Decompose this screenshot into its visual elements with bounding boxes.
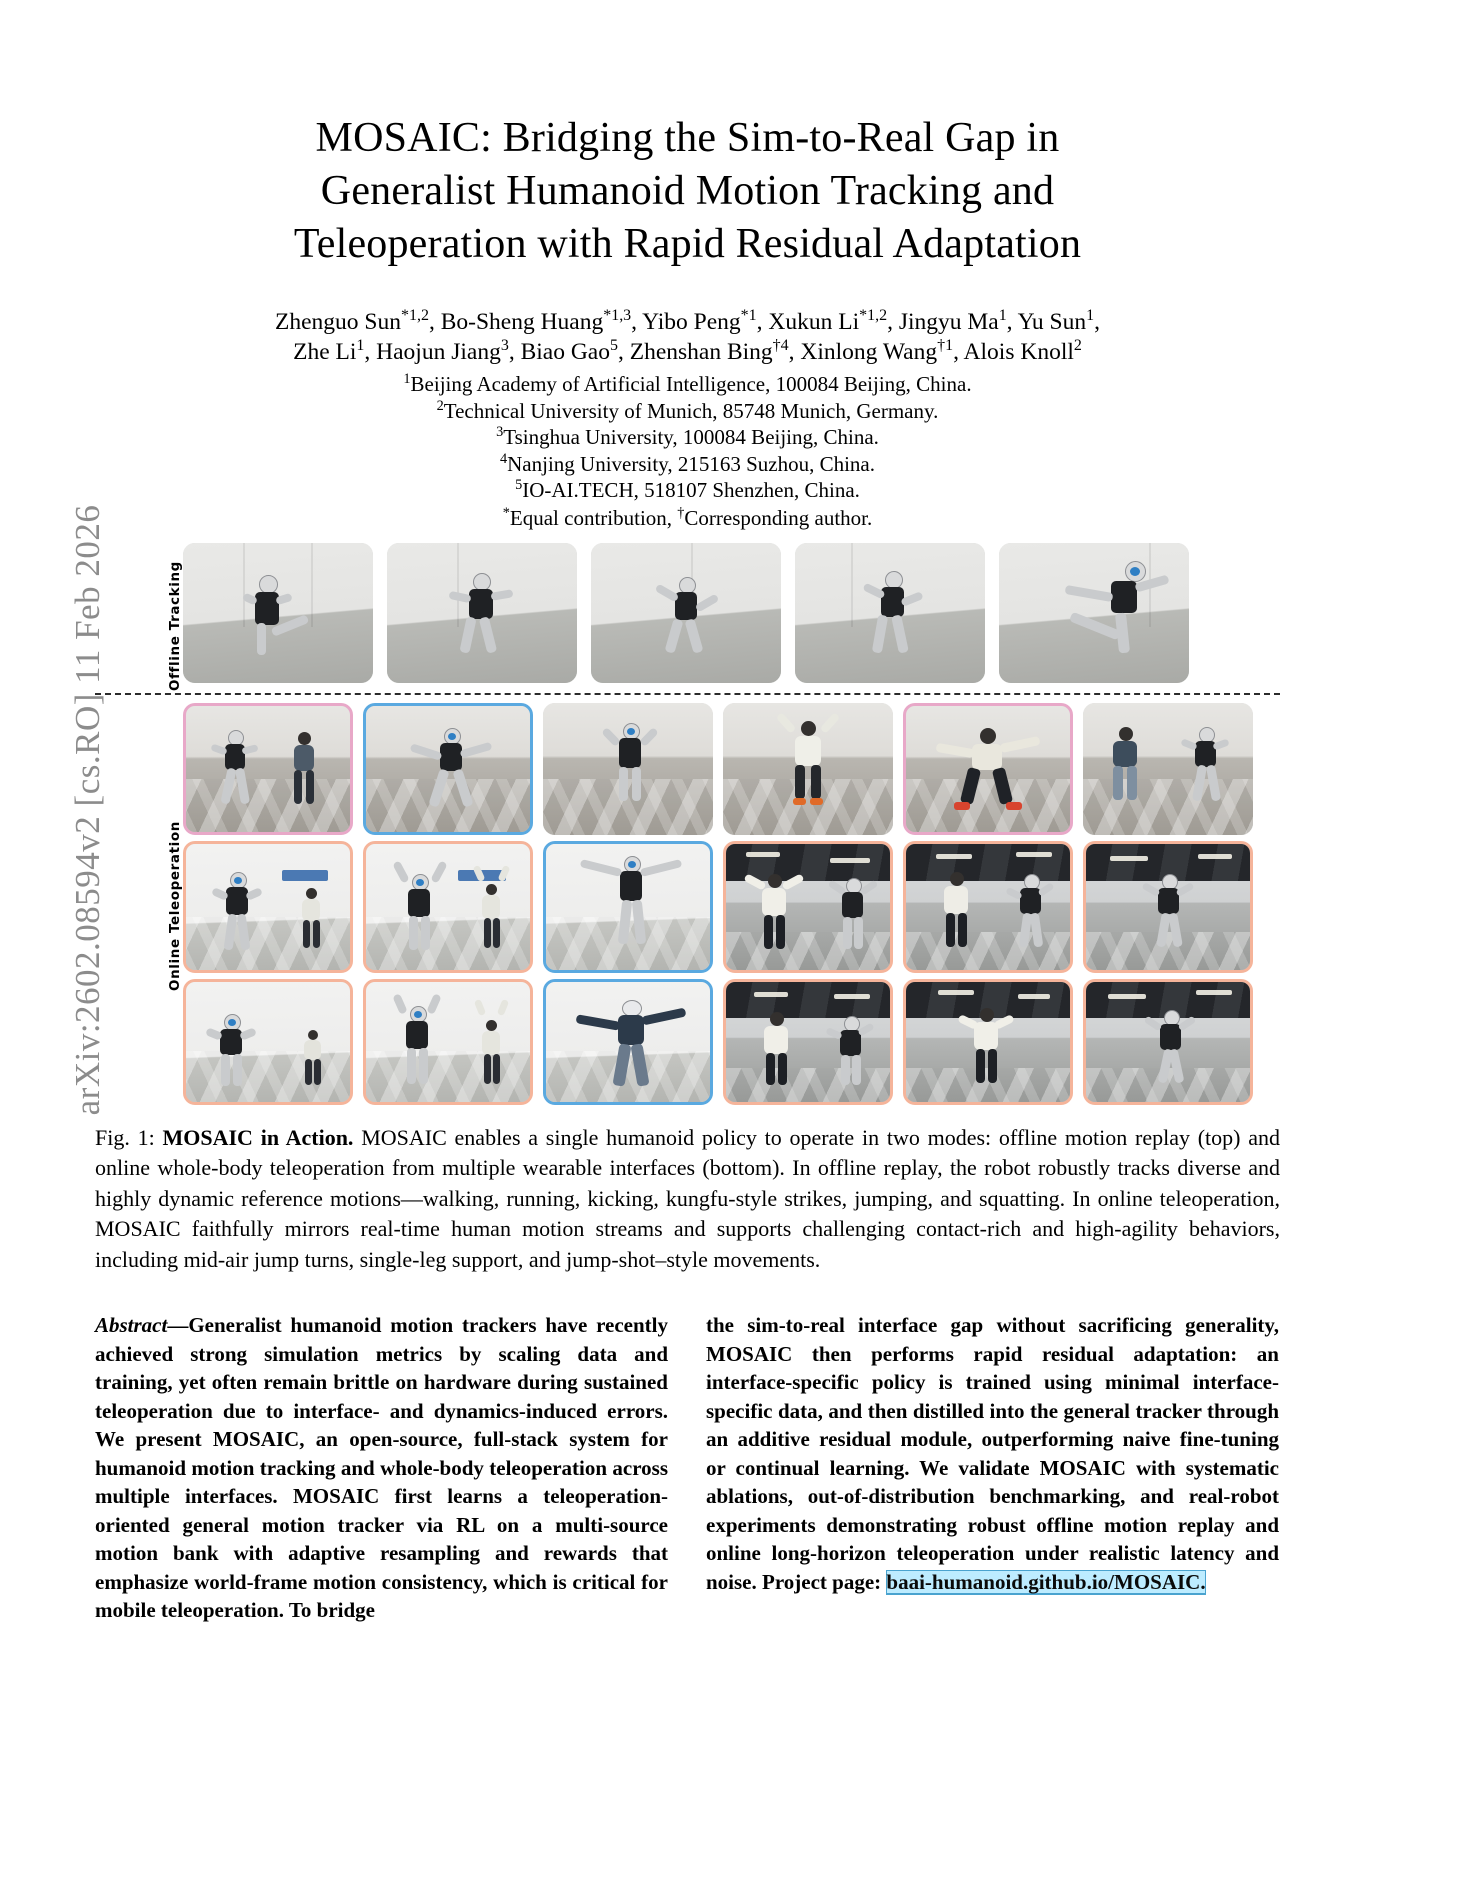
robot-head bbox=[623, 723, 640, 740]
human-leg bbox=[946, 913, 955, 947]
corresponding-author-text: Corresponding author. bbox=[684, 505, 873, 530]
human-torso bbox=[618, 1015, 644, 1045]
author-footnote bbox=[95, 505, 1280, 531]
human-leg bbox=[493, 918, 500, 948]
robot-head bbox=[473, 573, 491, 591]
affiliation-index: 2 bbox=[436, 397, 444, 414]
author-name: Haojun Jiang bbox=[376, 339, 501, 365]
human-torso bbox=[304, 1040, 321, 1060]
robot-torso bbox=[255, 592, 279, 625]
author-name: Zhenguo Sun bbox=[275, 309, 401, 335]
human-leg bbox=[811, 765, 821, 799]
human-leg bbox=[484, 918, 491, 948]
equal-contribution-text: Equal contribution, bbox=[509, 505, 678, 530]
human-leg bbox=[314, 1059, 321, 1085]
robot-torso bbox=[469, 589, 493, 619]
robot-torso bbox=[406, 1021, 428, 1049]
figure-panel bbox=[1083, 703, 1253, 835]
figure-panel bbox=[999, 543, 1189, 683]
figure-panel bbox=[903, 979, 1073, 1105]
figure-panel bbox=[183, 841, 353, 973]
human-head bbox=[486, 884, 497, 895]
human-leg bbox=[958, 913, 967, 947]
human-leg bbox=[778, 1053, 787, 1085]
figure-panel bbox=[723, 979, 893, 1105]
affiliation-line bbox=[95, 477, 1280, 504]
human-leg bbox=[795, 765, 805, 799]
robot-leg bbox=[257, 623, 266, 655]
figure-panel bbox=[363, 841, 533, 973]
figure-panel bbox=[543, 979, 713, 1105]
affiliation-index: 1 bbox=[403, 371, 411, 387]
author-name: Jingyu Ma bbox=[898, 309, 999, 335]
human-leg bbox=[1127, 766, 1137, 800]
human-head bbox=[486, 1020, 497, 1031]
human-shoe bbox=[793, 798, 806, 805]
robot-leg bbox=[421, 916, 430, 950]
human-leg bbox=[976, 1049, 985, 1083]
figure-panel bbox=[543, 841, 713, 973]
robot-torso bbox=[619, 738, 641, 768]
figure-row-label-offline-tracking: Offline Tracking bbox=[167, 560, 183, 691]
human-torso bbox=[294, 745, 314, 771]
figure-row-label-online-teleoperation: Online Teleoperation bbox=[167, 820, 183, 991]
author-line-2: Zhe Li$^1$, Haojun Jiang$^3$, Biao Gao$^5$, Zhenshan Bing$^{\dagger 4}$, Xinlong Wang$^{\dagger 1}$, Alois Knoll$^2$ bbox=[293, 337, 1082, 365]
author-name: Zhenshan Bing bbox=[629, 339, 773, 365]
human-shoe bbox=[1006, 802, 1022, 810]
human-shoe bbox=[810, 798, 823, 805]
figure-panel bbox=[723, 841, 893, 973]
robot-head bbox=[1125, 561, 1146, 582]
figure-panel bbox=[543, 703, 713, 835]
human-leg bbox=[303, 920, 310, 948]
author-affiliation-marker: †1 bbox=[937, 337, 954, 355]
figure-1 bbox=[95, 541, 1280, 1109]
author-affiliation-marker: 3 bbox=[500, 337, 509, 355]
author-list bbox=[95, 307, 1280, 367]
figure-panel bbox=[387, 543, 577, 683]
figure-caption-body: MOSAIC enables a single humanoid policy to operate in two modes: offline motion replay (top) and online whole-body teleoperation from multiple wearable interfaces (bottom). In offline replay, the robot robustly tracks diverse and highly dynamic reference motions—walking, running, kicking, kungfu-style strikes, jumping, and squatting. In online teleoperation, MOSAIC faithfully mirrors real-time human motion streams and supports challenging contact-rich and high-agility behaviors, including mid-air jump turns, single-leg support, and jump-shot–style movements. bbox=[95, 1124, 1281, 1272]
human-torso bbox=[972, 744, 1002, 770]
human-torso bbox=[302, 899, 320, 921]
human-head bbox=[306, 888, 317, 899]
author-affiliation-marker: *1,2 bbox=[400, 307, 429, 325]
robot-head bbox=[885, 571, 903, 589]
human-leg bbox=[313, 920, 320, 948]
figure-section-divider bbox=[95, 693, 1280, 695]
human-torso bbox=[764, 1026, 788, 1054]
robot-leg bbox=[843, 917, 852, 949]
human-head bbox=[980, 728, 996, 744]
abstract-text-left: —Generalist humanoid motion trackers have recently achieved strong simulation metrics by scaling data and training, yet often remain brittle on hardware during sustained teleoperation due to interface- and dynamics-induced errors. We present MOSAIC, an open-source, full-stack system for humanoid motion tracking and whole-body teleoperation across multiple interfaces. MOSAIC first learns a teleoperation-oriented general motion tracker via RL on a multi-source motion bank with adaptive resampling and rewards that emphasize world-frame motion consistency, which is critical for mobile teleoperation. To bridge bbox=[95, 1313, 668, 1622]
author-name: Yibo Peng bbox=[642, 309, 741, 335]
robot-leg bbox=[419, 1048, 428, 1084]
human-leg bbox=[306, 770, 314, 804]
human-torso bbox=[482, 895, 500, 919]
robot-torso bbox=[408, 889, 430, 917]
robot-torso bbox=[842, 892, 863, 918]
robot-torso bbox=[620, 871, 642, 901]
human-leg bbox=[776, 915, 785, 949]
affiliation-index: 4 bbox=[500, 450, 508, 467]
robot-leg bbox=[852, 1055, 861, 1085]
title-line-3: Teleoperation with Rapid Residual Adaptation bbox=[293, 221, 1082, 267]
human-head-with-headset bbox=[622, 1000, 642, 1017]
abstract-section bbox=[95, 1311, 1280, 1625]
robot-leg bbox=[619, 767, 628, 801]
affiliation-index: 3 bbox=[496, 424, 504, 440]
affiliation-line bbox=[95, 424, 1280, 451]
human-head bbox=[980, 1008, 994, 1022]
human-head bbox=[1119, 727, 1133, 741]
human-head bbox=[298, 732, 311, 745]
author-affiliation-marker: *1 bbox=[740, 307, 757, 325]
human-leg bbox=[493, 1054, 500, 1084]
human-leg bbox=[988, 1049, 997, 1083]
robot-leg bbox=[632, 767, 641, 801]
human-torso bbox=[1113, 741, 1137, 767]
figure-panel bbox=[723, 703, 893, 835]
figure-caption bbox=[95, 1123, 1280, 1276]
figure-panel bbox=[1083, 841, 1253, 973]
human-head bbox=[768, 874, 782, 888]
robot-head bbox=[679, 577, 696, 594]
figure-panel bbox=[183, 979, 353, 1105]
title-line-2: Generalist Humanoid Motion Tracking and bbox=[320, 168, 1055, 214]
robot-leg bbox=[841, 1055, 850, 1085]
abstract-lead-label: Abstract bbox=[95, 1313, 168, 1337]
robot-head bbox=[624, 856, 641, 873]
author-name: Bo-Sheng Huang bbox=[440, 309, 604, 335]
robot-head bbox=[259, 575, 278, 594]
affiliation-line bbox=[95, 451, 1280, 478]
figure-panel bbox=[363, 703, 533, 835]
affiliation-line bbox=[95, 398, 1280, 425]
author-affiliation-marker: *1,3 bbox=[603, 307, 632, 325]
affiliation-text: Technical University of Munich, 85748 Munich, Germany. bbox=[443, 398, 939, 423]
abstract-text-right: the sim-to-real interface gap without sacrificing generality, MOSAIC then performs rapid residual adaptation: an interface-specific policy is trained using minimal interface-specific data, and then distilled into the general tracker through an additive residual module, outperforming naive fine-tuning or continual learning. We validate MOSAIC with systematic ablations, out-of-distribution benchmarking, and real-robot experiments demonstrating robust offline motion replay and online long-horizon teleoperation under realistic latency and noise. Project page: bbox=[706, 1313, 1279, 1594]
author-name: Biao Gao bbox=[520, 339, 610, 365]
robot-torso bbox=[226, 887, 248, 915]
figure-panel bbox=[903, 703, 1073, 835]
scene-backdrop bbox=[999, 543, 1189, 683]
robot-torso bbox=[840, 1030, 861, 1056]
human-torso bbox=[795, 736, 821, 766]
author-affiliation-marker: 1 bbox=[998, 307, 1007, 325]
figure-row-online-3 bbox=[183, 979, 1253, 1105]
title-line-1: MOSAIC: Bridging the Sim-to-Real Gap in bbox=[315, 115, 1060, 161]
robot-head bbox=[412, 874, 429, 891]
figure-panel bbox=[183, 543, 373, 683]
project-page-link[interactable]: baai-humanoid.github.io/MOSAIC. bbox=[886, 1569, 1206, 1594]
robot-leg bbox=[409, 916, 418, 950]
paper-page bbox=[95, 0, 1280, 1892]
author-affiliation-marker: †4 bbox=[772, 337, 789, 355]
figure-panel bbox=[591, 543, 781, 683]
robot-torso bbox=[220, 1029, 242, 1055]
affiliation-index: 5 bbox=[515, 477, 523, 493]
figure-caption-title: MOSAIC in Action. bbox=[162, 1124, 354, 1150]
author-name: Alois Knoll bbox=[963, 339, 1074, 365]
human-leg bbox=[764, 915, 773, 949]
author-affiliation-marker: 1 bbox=[356, 337, 365, 355]
human-head bbox=[770, 1012, 784, 1026]
author-name: Yu Sun bbox=[1017, 309, 1087, 335]
affiliation-list bbox=[95, 371, 1280, 504]
affiliation-text: Beijing Academy of Artificial Intelligence, 100084 Beijing, China. bbox=[410, 372, 972, 396]
figure-number: Fig. 1: bbox=[95, 1124, 155, 1150]
figure-panel bbox=[795, 543, 985, 683]
author-affiliation-marker: 1 bbox=[1086, 307, 1095, 325]
figure-row-online-2 bbox=[183, 841, 1253, 973]
figure-panel bbox=[903, 841, 1073, 973]
equal-contribution-marker: * bbox=[502, 504, 510, 521]
robot-torso bbox=[1111, 581, 1137, 613]
human-torso bbox=[482, 1031, 500, 1055]
figure-row-online-1 bbox=[183, 703, 1253, 835]
author-line-1: Zhenguo Sun$^{*1,2}$, Bo-Sheng Huang$^{*1,3}$, Yibo Peng$^{*1}$, Xukun Li$^{*1,2}$, Jingyu Ma$^1$, Yu Sun$^1$, bbox=[275, 307, 1100, 335]
author-affiliation-marker: 5 bbox=[609, 337, 618, 355]
robot-head bbox=[444, 728, 461, 745]
human-leg bbox=[484, 1054, 491, 1084]
robot-leg bbox=[407, 1048, 416, 1084]
robot-head bbox=[230, 872, 247, 889]
author-affiliation-marker: 2 bbox=[1073, 337, 1082, 355]
robot-leg bbox=[221, 1054, 230, 1086]
human-torso bbox=[944, 886, 968, 914]
human-leg bbox=[1113, 766, 1123, 800]
robot-head bbox=[410, 1006, 427, 1023]
affiliation-line bbox=[95, 371, 1280, 398]
page-title bbox=[95, 112, 1280, 271]
human-head bbox=[950, 872, 964, 886]
corresponding-author-marker: † bbox=[677, 504, 685, 521]
robot-torso bbox=[440, 743, 462, 771]
robot-leg bbox=[854, 917, 863, 949]
human-leg bbox=[294, 770, 302, 804]
robot-leg bbox=[233, 1054, 242, 1086]
robot-head bbox=[224, 1014, 241, 1031]
figure-row-offline bbox=[183, 543, 1189, 683]
figure-panel bbox=[363, 979, 533, 1105]
figure-panel bbox=[183, 703, 353, 835]
author-affiliation-marker: *1,2 bbox=[859, 307, 888, 325]
human-head bbox=[801, 721, 816, 736]
abstract-column-right bbox=[706, 1311, 1279, 1625]
human-torso bbox=[762, 888, 786, 916]
affiliation-text: IO-AI.TECH, 518107 Shenzhen, China. bbox=[522, 478, 860, 502]
human-head bbox=[308, 1030, 318, 1040]
affiliation-text: Nanjing University, 215163 Suzhou, China. bbox=[507, 451, 875, 476]
arxiv-stamp: arXiv:2602.08594v2 [cs.RO] 11 Feb 2026 bbox=[68, 504, 107, 1116]
author-name: Xukun Li bbox=[768, 309, 860, 335]
human-shoe bbox=[954, 802, 970, 810]
human-leg bbox=[305, 1059, 312, 1085]
affiliation-text: Tsinghua University, 100084 Beijing, China. bbox=[503, 425, 879, 449]
figure-panel bbox=[1083, 979, 1253, 1105]
author-name: Zhe Li bbox=[293, 339, 357, 365]
human-leg bbox=[766, 1053, 775, 1085]
author-name: Xinlong Wang bbox=[800, 339, 938, 365]
abstract-column-left bbox=[95, 1311, 668, 1625]
